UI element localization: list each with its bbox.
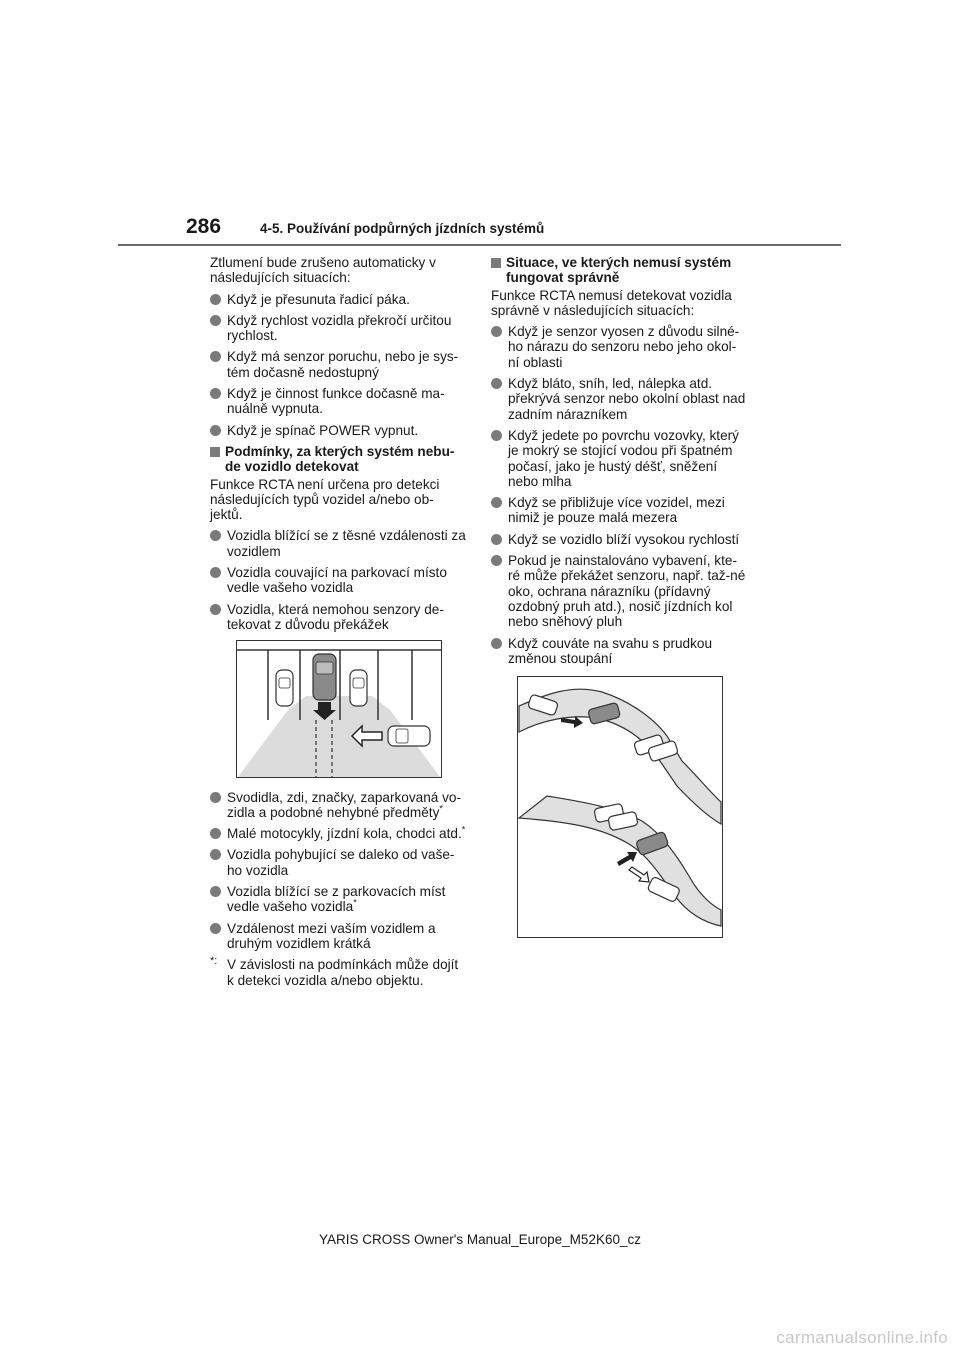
- list-item: Svodidla, zdi, značky, zaparkovaná vo-zidla a podobné nehybné předměty*: [210, 790, 466, 821]
- bullet-icon: [491, 326, 502, 337]
- bullet-icon: [210, 351, 221, 362]
- list-item: Když couváte na svahu s prudkou změnou stoupání: [491, 636, 747, 667]
- watermark: carmanualsonline.info: [776, 1328, 948, 1347]
- bullet-icon: [210, 530, 221, 541]
- list-item: Pokud je nainstalováno vybavení, kte-ré může překážet senzoru, např. taž-né oko, ochrana nárazníku (přídavný ozdobný pruh atd.), nosič jízdních kol nebo sněhový pluh: [491, 553, 747, 629]
- bullet-icon: [210, 567, 221, 578]
- footnote-marker: *: [353, 897, 357, 908]
- list-item: Vozidla blížící se z těsné vzdálenosti za vozidlem: [210, 528, 466, 559]
- bullet-icon: [491, 534, 502, 545]
- slope-illustration: [517, 676, 723, 938]
- bullet-icon: [210, 849, 221, 860]
- page-number: 286: [186, 215, 222, 238]
- detection-intro: Funkce RCTA není určena pro detekci následujících typů vozidel a/nebo ob-jektů.: [210, 476, 440, 523]
- page-footer: YARIS CROSS Owner's Manual_Europe_M52K60_cz: [319, 1232, 641, 1247]
- section-heading-detection: Podmínky, za kterých systém nebu-de vozidlo detekovat: [210, 444, 466, 475]
- bullet-icon: [210, 388, 221, 399]
- parking-figure: [236, 640, 466, 781]
- list-item: Vzdálenost mezi vaším vozidlem a druhým vozidlem krátká: [210, 921, 466, 952]
- left-column: [210, 255, 466, 994]
- square-bullet-icon: [210, 447, 220, 457]
- list-item: Když rychlost vozidla překročí určitou rychlost.: [210, 313, 466, 344]
- cancel-intro: Ztlumení bude zrušeno automaticky v následujících situacích:: [210, 255, 436, 286]
- bullet-icon: [210, 294, 221, 305]
- bullet-icon: [210, 886, 221, 897]
- section-title: 4-5. Používání podpůrných jízdních systémů: [260, 221, 545, 236]
- list-item: Malé motocykly, jízdní kola, chodci atd.*: [210, 826, 466, 841]
- list-item: Vozidla blížící se z parkovacích míst vedle vašeho vozidla*: [210, 884, 466, 915]
- square-bullet-icon: [491, 258, 501, 268]
- list-item: Vozidla couvající na parkovací místo vedle vašeho vozidla: [210, 565, 466, 596]
- bullet-icon: [491, 378, 502, 389]
- section-heading-malfunction: Situace, ve kterých nemusí systém fungovat správně: [491, 255, 747, 286]
- footnote-mark: *:: [210, 955, 218, 968]
- approaching-car-icon: [388, 726, 430, 746]
- bullet-icon: [491, 638, 502, 649]
- list-item: Když jedete po povrchu vozovky, který je mokrý se stojící vodou při špatném počasí, jako je hustý déšť, sněžení nebo mlha: [491, 428, 747, 489]
- header-divider: [118, 244, 841, 246]
- bullet-icon: [210, 315, 221, 326]
- list-item: Vozidla, která nemohou senzory de-tekovat z důvodu překážek: [210, 602, 466, 633]
- footnote-marker: *: [439, 803, 443, 814]
- list-item: Když je spínač POWER vypnut.: [210, 423, 466, 438]
- bullet-icon: [491, 497, 502, 508]
- list-item: Když je přesunuta řadicí páka.: [210, 292, 466, 307]
- list-item: Vozidla pohybující se daleko od vaše-ho vozidla: [210, 847, 466, 878]
- footnote-marker: *: [461, 824, 466, 835]
- list-item: Když se přibližuje více vozidel, mezi nimiž je pouze malá mezera: [491, 495, 747, 526]
- parking-illustration: [236, 640, 442, 778]
- list-item: Když je činnost funkce dočasně ma-nuálně vypnuta.: [210, 386, 466, 417]
- bullet-icon: [210, 828, 221, 839]
- bullet-icon: [210, 425, 221, 436]
- bullet-icon: [210, 923, 221, 934]
- slope-figure: [517, 676, 747, 941]
- bullet-icon: [210, 604, 221, 615]
- list-item: Když je senzor vyosen z důvodu silné-ho nárazu do senzoru nebo jeho okol-ní oblasti: [491, 324, 747, 370]
- list-item: Když má senzor poruchu, nebo je sys-tém dočasně nedostupný: [210, 349, 466, 380]
- own-car-icon: [313, 654, 336, 700]
- malfunction-intro: Funkce RCTA nemusí detekovat vozidla správně v následujících situacích:: [491, 287, 732, 318]
- right-column: [491, 255, 747, 949]
- bullet-icon: [491, 555, 502, 566]
- bullet-icon: [491, 430, 502, 441]
- list-item: Když se vozidlo blíží vysokou rychlostí: [491, 532, 747, 547]
- list-item: Když bláto, sníh, led, nálepka atd. překrývá senzor nebo okolní oblast nad zadním nárazníkem: [491, 376, 747, 422]
- bullet-icon: [210, 792, 221, 803]
- footnote: *: V závislosti na podmínkách může dojít k detekci vozidla a/nebo objektu.: [210, 955, 459, 988]
- page-header: [186, 215, 544, 239]
